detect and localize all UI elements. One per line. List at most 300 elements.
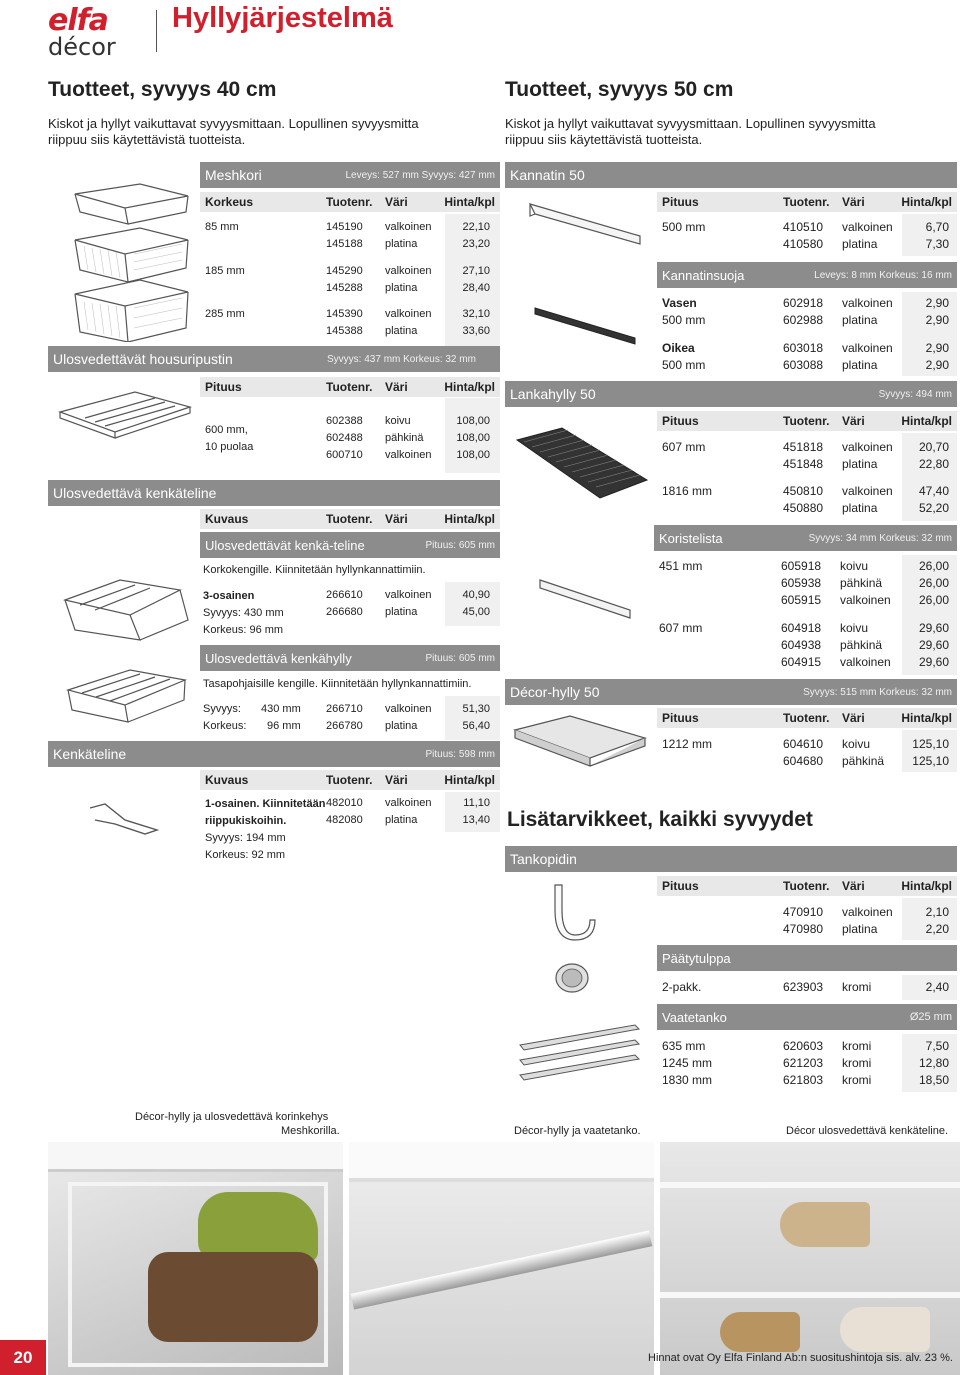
color-cell: platina (385, 282, 418, 294)
color-cell: valkoinen (385, 265, 432, 277)
code-cell: 145188 (326, 238, 363, 250)
price-cell: 18,50 (918, 1073, 949, 1087)
koristelista-bar (654, 525, 957, 551)
code-cell: 604938 (781, 638, 822, 652)
kenka-sub1-l2: Syvyys: 430 mm (203, 607, 284, 619)
kannatin-bar (505, 162, 957, 188)
koristelista-meta: Syvyys: 34 mm Korkeus: 32 mm (808, 532, 952, 544)
col-tuotenr: Tuotenr. (326, 512, 373, 526)
kenka-sub1-title: Ulosvedettävät kenkä-teline (205, 537, 365, 553)
table-row (200, 323, 500, 340)
code-cell: 410580 (783, 237, 824, 251)
price-cell: 2,10 (925, 905, 949, 919)
kenkateline-l2: riippukiskoihin. (205, 815, 287, 827)
color-cell: platina (842, 501, 878, 515)
kenka-sub1-meta: Pituus: 605 mm (425, 539, 495, 551)
col-tuotenr: Tuotenr. (326, 195, 373, 209)
color-cell: platina (842, 922, 878, 936)
left-heading: Tuotteet, syvyys 40 cm (48, 78, 277, 101)
color-cell: koivu (385, 415, 411, 427)
table-row (657, 439, 957, 456)
table-row (657, 1055, 957, 1072)
table-row (657, 500, 957, 517)
table-row (200, 604, 500, 621)
code-cell: 603088 (783, 358, 824, 372)
kannatinsuoja-oikea: Oikea (662, 341, 695, 355)
table-row (657, 1072, 957, 1089)
brand-logo-bottom: décor (48, 33, 116, 61)
kenka-sub2-l2b: 96 mm (267, 720, 301, 732)
code-cell: 605938 (781, 576, 822, 590)
photo-shelf-edge (48, 1142, 343, 1172)
size-cell: 185 mm (205, 265, 245, 277)
caption-1a: Décor-hylly ja ulosvedettävä korinkehys (135, 1111, 329, 1123)
table-row (657, 236, 957, 253)
price-cell: 27,10 (462, 265, 490, 277)
size-cell: 607 mm (662, 440, 706, 454)
color-cell: pähkinä (840, 638, 883, 652)
mesh-basket-illustration (70, 182, 190, 342)
table-row (657, 483, 957, 500)
code-cell: 145190 (326, 221, 363, 233)
shoe-hanger-illustration (85, 800, 165, 840)
price-cell: 26,00 (918, 559, 949, 573)
price-cell: 29,60 (918, 638, 949, 652)
decor-bar (505, 679, 957, 705)
table-row (657, 340, 957, 357)
photo-shoe-2 (720, 1312, 800, 1352)
table-row (200, 280, 500, 297)
table-row (657, 921, 957, 938)
color-cell: pähkinä (385, 432, 424, 444)
decor-meta: Syvyys: 515 mm Korkeus: 32 mm (803, 686, 952, 698)
code-cell: 470910 (783, 905, 824, 919)
col-tuotenr: Tuotenr. (783, 879, 830, 893)
kannatin-header (657, 192, 957, 212)
price-cell: 22,10 (462, 221, 490, 233)
header-divider (156, 10, 157, 52)
page-title: Hyllyjärjestelmä (172, 2, 393, 34)
color-cell: platina (842, 313, 878, 327)
code-cell: 623903 (783, 980, 824, 994)
caption-1b: Meshkorilla. (281, 1125, 340, 1137)
end-cap-illustration (552, 960, 592, 996)
code-cell: 605918 (781, 559, 822, 573)
kannatinsuoja-bar (657, 262, 957, 288)
color-cell: kromi (842, 1073, 872, 1087)
table-row (200, 219, 500, 236)
price-cell: 108,00 (456, 432, 490, 444)
meshkori-header (200, 192, 500, 212)
caption-2: Décor-hylly ja vaatetanko. (514, 1125, 641, 1137)
color-cell: valkoinen (385, 703, 432, 715)
price-cell: 29,60 (918, 655, 949, 669)
price-cell: 32,10 (462, 308, 490, 320)
col-kuvaus: Kuvaus (205, 773, 249, 787)
table-row (654, 637, 957, 654)
table-row (200, 263, 500, 280)
col-vari: Väri (842, 195, 865, 209)
col-vari: Väri (385, 195, 408, 209)
lisa-heading: Lisätarvikkeet, kaikki syvyydet (507, 808, 813, 831)
col-pituus: Pituus (662, 711, 699, 725)
trim-strip-illustration (535, 572, 635, 627)
kenka-sub1-l3: Korkeus: 96 mm (203, 624, 284, 636)
photo-shoe-3 (840, 1307, 930, 1352)
table-row (200, 701, 500, 718)
color-cell: pähkinä (842, 754, 885, 768)
color-cell: valkoinen (842, 296, 893, 310)
price-cell: 2,40 (925, 980, 949, 994)
col-pituus: Pituus (662, 879, 699, 893)
kenka-sub1-bar (200, 532, 500, 558)
kenka-sub2-l1a: Syvyys: (203, 703, 241, 715)
color-cell: koivu (840, 621, 869, 635)
code-cell: 145290 (326, 265, 363, 277)
color-cell: valkoinen (842, 440, 893, 454)
color-cell: koivu (842, 737, 871, 751)
code-cell: 604915 (781, 655, 822, 669)
col-vari: Väri (842, 711, 865, 725)
color-cell: valkoinen (385, 221, 432, 233)
size-cell: 500 mm (662, 220, 706, 234)
decor-header (657, 708, 957, 728)
price-cell: 11,10 (463, 797, 490, 809)
meshkori-bar (200, 162, 500, 188)
col-tuotenr: Tuotenr. (783, 711, 830, 725)
price-cell: 29,60 (918, 621, 949, 635)
wire-shelf-illustration (512, 420, 652, 510)
code-cell: 266710 (326, 703, 363, 715)
housu-meta: Syvyys: 437 mm Korkeus: 32 mm (327, 353, 476, 365)
kenka-header (200, 509, 500, 529)
price-cell: 47,40 (918, 484, 949, 498)
col-hinta: Hinta/kpl (901, 879, 952, 893)
color-cell: valkoinen (840, 655, 891, 669)
kannatinsuoja-vasen: Vasen (662, 296, 697, 310)
table-row (657, 1038, 957, 1055)
price-cell: 6,70 (925, 220, 949, 234)
lankahylly-header (657, 411, 957, 431)
col-hinta: Hinta/kpl (901, 711, 952, 725)
photo-rod-shelf (349, 1142, 654, 1182)
col-tuotenr: Tuotenr. (783, 414, 830, 428)
price-cell: 56,40 (462, 720, 490, 732)
clothes-rod-illustration (515, 1020, 645, 1090)
col-hinta: Hinta/kpl (444, 512, 495, 526)
col-tuotenr: Tuotenr. (326, 773, 373, 787)
kannatinsuoja-size-1: 500 mm (662, 313, 706, 327)
right-heading: Tuotteet, syvyys 50 cm (505, 78, 734, 101)
brand-logo (48, 3, 148, 61)
price-cell: 22,80 (918, 457, 949, 471)
vaatetanko-bar (657, 1004, 957, 1030)
left-intro-1: Kiskot ja hyllyt vaikuttavat syvyysmittaan. Lopullinen syvyysmitta (48, 116, 419, 131)
code-cell: 621803 (783, 1073, 824, 1087)
color-cell: platina (385, 238, 418, 250)
code-cell: 603018 (783, 341, 824, 355)
photo-rod (349, 1142, 654, 1375)
kannatinsuoja-meta: Leveys: 8 mm Korkeus: 16 mm (814, 269, 952, 281)
color-cell: valkoinen (385, 308, 432, 320)
kenkateline-l4: Korkeus: 92 mm (205, 849, 286, 861)
size-cell: 1816 mm (662, 484, 713, 498)
size-cell: 635 mm (662, 1039, 706, 1053)
kenka-sub2-bar (200, 645, 500, 671)
color-cell: platina (842, 457, 878, 471)
kenka-title: Ulosvedettävä kenkäteline (53, 485, 217, 501)
code-cell: 620603 (783, 1039, 824, 1053)
kenkateline-l3: Syvyys: 194 mm (205, 832, 286, 844)
bracket-cover-illustration (530, 300, 640, 350)
price-cell: 26,00 (918, 593, 949, 607)
kenkateline-bar (48, 741, 500, 767)
color-cell: kromi (842, 1039, 872, 1053)
color-cell: valkoinen (842, 341, 893, 355)
col-hinta: Hinta/kpl (444, 380, 495, 394)
kenka-sub2-desc: Tasapohjaisille kengille. Kiinnitetään hyllynkannattimiin. (203, 678, 472, 690)
color-cell: platina (385, 720, 418, 732)
code-cell: 470980 (783, 922, 824, 936)
price-cell: 52,20 (918, 501, 949, 515)
code-cell: 450880 (783, 501, 824, 515)
code-cell: 482010 (326, 797, 363, 809)
kannatinsuoja-size-2: 500 mm (662, 358, 706, 372)
page-number (0, 1340, 46, 1375)
kenka-sub1-l1: 3-osainen (203, 590, 255, 602)
price-cell: 45,00 (462, 606, 490, 618)
code-cell: 145388 (326, 325, 363, 337)
code-cell: 410510 (783, 220, 824, 234)
table-row (200, 718, 500, 735)
tankopidin-title: Tankopidin (510, 851, 577, 867)
size-cell: 285 mm (205, 308, 245, 320)
left-intro-2: riippuu siis käytettävistä tuotteista. (48, 132, 246, 147)
tankopidin-bar (505, 846, 957, 872)
code-cell: 604610 (783, 737, 824, 751)
table-row (654, 592, 957, 609)
col-kuvaus: Kuvaus (205, 512, 249, 526)
price-cell: 20,70 (918, 440, 949, 454)
price-cell: 51,30 (462, 703, 490, 715)
code-cell: 602388 (326, 415, 363, 427)
code-cell: 605915 (781, 593, 822, 607)
color-cell: platina (385, 606, 418, 618)
housu-header (200, 377, 500, 397)
size-cell: 451 mm (659, 559, 703, 573)
code-cell: 602918 (783, 296, 824, 310)
decor-shelf-illustration (510, 708, 650, 778)
col-hinta: Hinta/kpl (901, 414, 952, 428)
photo-shoe-1 (780, 1202, 870, 1247)
code-cell: 450810 (783, 484, 824, 498)
price-cell: 40,90 (462, 589, 490, 601)
kenkateline-l1: 1-osainen. Kiinnitetään (205, 798, 326, 810)
table-row (654, 558, 957, 575)
paatytulppa-bar (657, 945, 957, 971)
price-cell: 125,10 (912, 737, 949, 751)
price-cell: 33,60 (462, 325, 490, 337)
code-cell: 602988 (783, 313, 824, 327)
size-cell: 2-pakk. (662, 980, 702, 994)
photo-mesh-basket (48, 1142, 343, 1375)
kenkateline-meta: Pituus: 598 mm (425, 748, 495, 760)
code-cell: 604680 (783, 754, 824, 768)
vaatetanko-title: Vaatetanko (662, 1009, 727, 1025)
color-cell: valkoinen (840, 593, 891, 607)
table-row (657, 219, 957, 236)
kannatin-title: Kannatin 50 (510, 167, 585, 183)
size-cell: 1830 mm (662, 1073, 713, 1087)
rod-holder-illustration (540, 880, 600, 950)
size-cell: 85 mm (205, 221, 239, 233)
price-cell: 108,00 (456, 415, 490, 427)
size-cell: 1212 mm (662, 737, 713, 751)
kenka-sub2-title: Ulosvedettävä kenkähylly (205, 650, 352, 666)
col-vari: Väri (842, 414, 865, 428)
col-hinta: Hinta/kpl (444, 195, 495, 209)
col-vari: Väri (385, 512, 408, 526)
col-vari: Väri (385, 380, 408, 394)
table-row (657, 904, 957, 921)
col-hinta: Hinta/kpl (444, 773, 495, 787)
kenka-sub1-desc: Korkokengille. Kiinnitetään hyllynkannattimiin. (203, 564, 426, 576)
table-row (657, 357, 957, 374)
vaatetanko-meta: Ø25 mm (909, 1011, 952, 1023)
table-row (200, 430, 500, 447)
code-cell: 145288 (326, 282, 363, 294)
col-hinta: Hinta/kpl (901, 195, 952, 209)
price-cell: 7,50 (925, 1039, 949, 1053)
col-tuotenr: Tuotenr. (783, 195, 830, 209)
color-cell: valkoinen (385, 797, 432, 809)
kenkateline-title: Kenkäteline (53, 746, 127, 762)
color-cell: platina (385, 814, 418, 826)
price-cell: 2,90 (925, 313, 949, 327)
price-cell: 7,30 (925, 237, 949, 251)
photo-rod-bar (351, 1230, 653, 1309)
table-row (654, 654, 957, 671)
photo-basket-frame (68, 1182, 328, 1367)
meshkori-title: Meshkori (205, 167, 262, 183)
code-cell: 145390 (326, 308, 363, 320)
table-row (200, 447, 500, 464)
kenka-sub2-l2a: Korkeus: (203, 720, 247, 732)
kenka-bar (48, 480, 500, 506)
table-row (654, 575, 957, 592)
table-row (200, 587, 500, 604)
col-vari: Väri (385, 773, 408, 787)
size-cell: 1245 mm (662, 1056, 713, 1070)
price-cell: 108,00 (456, 449, 490, 461)
housu-title: Ulosvedettävät housuripustin (53, 351, 233, 367)
price-cell: 12,80 (918, 1056, 949, 1070)
col-vari: Väri (842, 879, 865, 893)
right-intro-1: Kiskot ja hyllyt vaikuttavat syvyysmittaan. Lopullinen syvyysmitta (505, 116, 876, 131)
trouser-rack-illustration (55, 382, 195, 462)
paatytulppa-title: Päätytulppa (662, 950, 731, 966)
code-cell: 602488 (326, 432, 363, 444)
photo-shoe-rack-1 (660, 1182, 960, 1188)
color-cell: kromi (842, 1056, 872, 1070)
table-row (657, 979, 957, 996)
color-cell: valkoinen (842, 220, 893, 234)
code-cell: 604918 (781, 621, 822, 635)
lankahylly-meta: Syvyys: 494 mm (878, 388, 952, 400)
photo-shoes (660, 1142, 960, 1375)
caption-3: Décor ulosvedettävä kenkäteline. (786, 1125, 949, 1137)
meshkori-meta: Leveys: 527 mm Syvyys: 427 mm (345, 169, 495, 181)
brand-logo-top: elfa (48, 3, 108, 38)
size-cell: 607 mm (659, 621, 703, 635)
price-cell: 2,20 (925, 922, 949, 936)
code-cell: 451848 (783, 457, 824, 471)
code-cell: 482080 (326, 814, 363, 826)
price-cell: 23,20 (462, 238, 490, 250)
color-cell: kromi (842, 980, 872, 994)
tankopidin-header (657, 876, 957, 896)
price-cell: 2,90 (925, 341, 949, 355)
col-korkeus: Korkeus (205, 195, 254, 209)
koristelista-title: Koristelista (659, 530, 723, 546)
kenkateline-header (200, 770, 500, 790)
shoe-rack-illustration (60, 560, 190, 730)
color-cell: platina (385, 325, 418, 337)
price-cell: 28,40 (462, 282, 490, 294)
table-row (200, 812, 500, 829)
housu-size2: 10 puolaa (205, 441, 254, 453)
col-tuotenr: Tuotenr. (326, 380, 373, 394)
col-pituus: Pituus (662, 195, 699, 209)
housu-bar (48, 346, 500, 372)
footer-note: Hinnat ovat Oy Elfa Finland Ab:n suositushintoja sis. alv. 23 %. (648, 1352, 953, 1364)
color-cell: koivu (840, 559, 869, 573)
price-cell: 13,40 (462, 814, 490, 826)
color-cell: platina (842, 237, 878, 251)
code-cell: 451818 (783, 440, 824, 454)
color-cell: valkoinen (842, 905, 893, 919)
price-cell: 2,90 (925, 296, 949, 310)
col-pituus: Pituus (662, 414, 699, 428)
table-row (654, 620, 957, 637)
table-row (200, 306, 500, 323)
decor-title: Décor-hylly 50 (510, 684, 600, 700)
table-row (657, 295, 957, 312)
table-row (200, 795, 500, 812)
kenka-sub2-l1b: 430 mm (261, 703, 301, 715)
price-cell: 125,10 (912, 754, 949, 768)
kenka-sub2-meta: Pituus: 605 mm (425, 652, 495, 664)
color-cell: valkoinen (385, 589, 432, 601)
color-cell: platina (842, 358, 878, 372)
bracket-illustration (520, 196, 645, 256)
table-row (200, 236, 500, 253)
table-row (200, 413, 500, 430)
code-cell: 266610 (326, 589, 363, 601)
kannatinsuoja-title: Kannatinsuoja (662, 267, 745, 283)
right-intro-2: riippuu siis käytettävistä tuotteista. (505, 132, 703, 147)
table-row (657, 736, 957, 753)
table-row (657, 312, 957, 329)
housu-size1: 600 mm, (205, 424, 248, 436)
lankahylly-title: Lankahylly 50 (510, 386, 596, 402)
table-row (657, 753, 957, 770)
table-row (657, 456, 957, 473)
color-cell: valkoinen (842, 484, 893, 498)
page-number-text: 20 (13, 1347, 33, 1367)
color-cell: valkoinen (385, 449, 432, 461)
price-cell: 26,00 (918, 576, 949, 590)
